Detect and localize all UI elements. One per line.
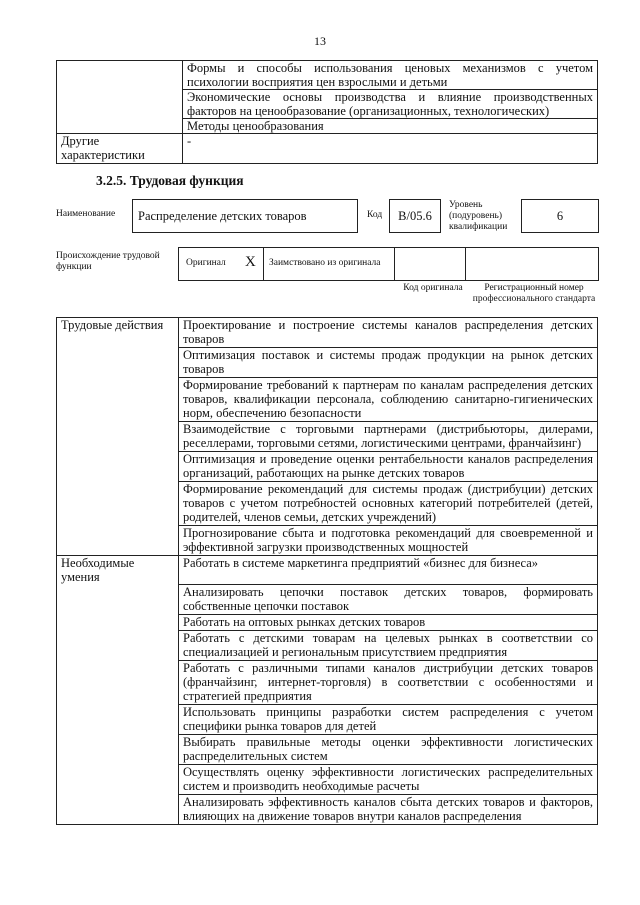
table-row [57,584,598,614]
list-item: Анализировать цепочки поставок детских товаров, формировать собственные цепочки поставок [179,584,598,614]
list-item: Экономические основы производства и влияние производственных факторов на ценообразование (организационных, технологических) [183,90,598,119]
divider [465,248,466,280]
list-item: Формы и способы использования ценовых механизмов с учетом психологии восприятия цен взрослыми и детьми [183,61,598,90]
skills-label: Необходимые умения [57,556,179,585]
borrowed-label: Заимствовано из оригинала [269,258,381,268]
table-row [57,734,598,764]
list-item: Выбирать правильные методы оценки эффективности логистических распределительных систем [179,734,598,764]
table-row [57,422,598,452]
level-box [521,199,599,233]
list-item: Оптимизация поставок и системы продаж продукции на рынок детских товаров [179,348,598,378]
original-mark: X [245,254,256,270]
list-item: Работать с детскими товарам на целевых рынках в соответствии со специализацией и региональным присутствием предприятия [179,630,598,660]
table-row [57,660,598,704]
code-value: B/05.6 [398,209,432,223]
level-label: Уровень (подуровень) квалификации [449,200,508,232]
table-row [57,526,598,556]
name-box [132,199,358,233]
table-row [57,704,598,734]
list-item: Методы ценообразования [183,119,598,134]
list-item: Работать в системе маркетинга предприятий «бизнес для бизнеса» [179,556,598,585]
level-value: 6 [556,209,564,223]
origin-label: Происхождение трудовой функции [56,251,160,272]
list-item: Формирование рекомендаций для системы продаж (дистрибуции) детских товаров с учетом потребностей основных категорий потребителей (детей, родителей, членов семьи, детских учреждений) [179,482,598,526]
empty-label-cell [57,61,183,134]
divider [263,248,264,280]
table-row [57,630,598,660]
table-row [57,614,598,630]
table-row [57,134,598,164]
list-item: Работать на оптовых рынках детских товаров [179,614,598,630]
table-row [57,482,598,526]
table-row [57,378,598,422]
table-row [57,452,598,482]
table-row [57,556,598,585]
labor-actions-label: Трудовые действия [57,318,179,348]
list-item: Анализировать эффективность каналов сбыта детских товаров и факторов, влияющих на движение товаров внутри каналов распределения [179,794,598,824]
top-table [56,60,598,164]
list-item: Работать с различными типами каналов дистрибуции детских товаров (франчайзинг, интернет-торговля) в соответствии с особенностями и стратегией предприятия [179,660,598,704]
reg-number-label: Регистрационный номер профессионального стандарта [472,283,596,304]
name-label: Наименование [56,209,116,219]
original-label: Оригинал [186,258,226,268]
name-value: Распределение детских товаров [138,209,307,223]
list-item: Оптимизация и проведение оценки рентабельности каналов распределения организаций, работающих на рынке детских товаров [179,452,598,482]
code-original-label: Код оригинала [403,283,463,293]
divider [394,248,395,280]
table-row [57,318,598,348]
table-row [57,348,598,378]
list-item: Взаимодействие с торговыми партнерами (дистрибьюторы, дилерами, реселлерами, торговыми сетями, логистическими центрами, франчайзинг) [179,422,598,452]
row-label: Другие характеристики [57,134,183,164]
page-number: 13 [314,34,326,48]
list-item: Осуществлять оценку эффективности логистических распределительных систем и производить необходимые расчеты [179,764,598,794]
list-item: Прогнозирование сбыта и подготовка рекомендаций для своевременной и эффективной загрузки производственных мощностей [179,526,598,556]
table-row [57,794,598,824]
section-title: 3.2.5. Трудовая функция [96,173,244,188]
list-item: Использовать принципы разработки систем распределения с учетом специфики рынка товаров для детей [179,704,598,734]
list-item: - [183,134,598,164]
table-row [57,61,598,90]
table-row [57,764,598,794]
main-table [56,317,598,825]
origin-box [178,247,599,281]
list-item: Проектирование и построение системы каналов распределения детских товаров [179,318,598,348]
code-box [389,199,441,233]
list-item: Формирование требований к партнерам по каналам распределения детских товаров, квалификации персонала, соблюдению санитарно-гигиенических норм, обеспечению безопасности [179,378,598,422]
code-label: Код [367,210,383,220]
